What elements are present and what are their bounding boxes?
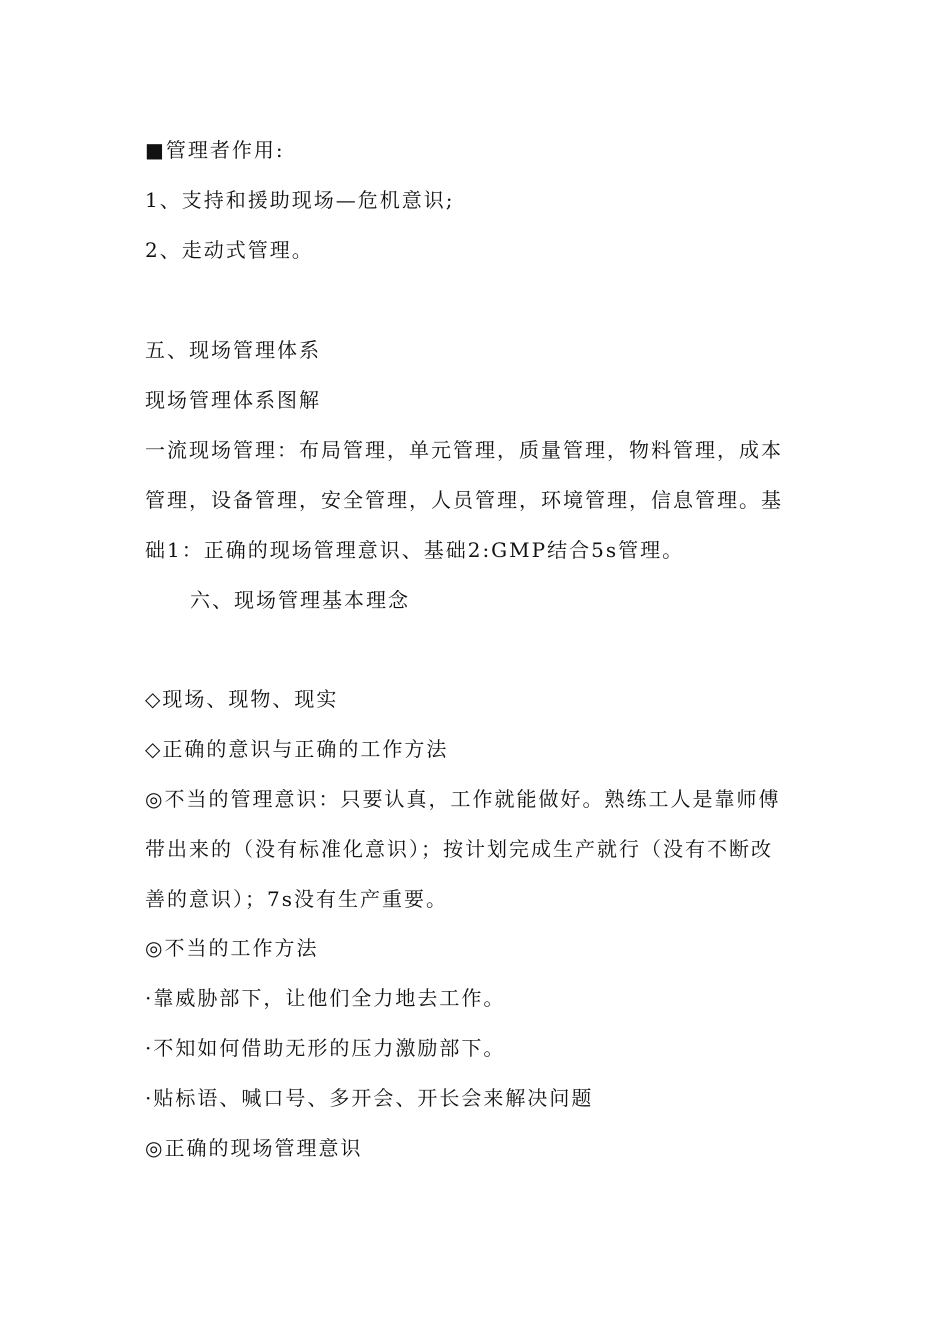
concept-item: ◇现场、现物、现实	[145, 687, 339, 711]
paragraph-line: 善的意识）；7s没有生产重要。	[145, 887, 448, 911]
paragraph-line: 带出来的（没有标准化意识）；按计划完成生产就行（没有不断改	[145, 837, 773, 861]
bullet-item: ·贴标语、喊口号、多开会、开长会来解决问题	[145, 1086, 594, 1110]
concept-item: ◇正确的意识与正确的工作方法	[145, 737, 449, 761]
subheading: ◎正确的现场管理意识	[145, 1136, 363, 1160]
section-5-heading: 五、现场管理体系	[145, 338, 321, 362]
paragraph-line: 一流现场管理：布局管理，单元管理，质量管理，物料管理，成本	[145, 438, 783, 462]
section-6-heading: 六、现场管理基本理念	[190, 588, 410, 612]
system-diagram-title: 现场管理体系图解	[145, 388, 321, 412]
paragraph-line: ◎不当的管理意识：只要认真，工作就能做好。熟练工人是靠师傅	[145, 787, 781, 811]
subheading: ◎不当的工作方法	[145, 936, 319, 960]
bullet-item: ·不知如何借助无形的压力激励部下。	[145, 1036, 506, 1060]
manager-role-heading: ■管理者作用:	[145, 138, 285, 162]
paragraph-line: 础1：正确的现场管理意识、基础2:GMP结合5s管理。	[145, 538, 685, 562]
paragraph-line: 管理，设备管理，安全管理，人员管理，环境管理，信息管理。基	[145, 488, 783, 512]
manager-role-item-1: 1、支持和援助现场—危机意识;	[145, 188, 455, 212]
bullet-item: ·靠威胁部下，让他们全力地去工作。	[145, 986, 506, 1010]
manager-role-item-2: 2、走动式管理。	[145, 238, 314, 262]
